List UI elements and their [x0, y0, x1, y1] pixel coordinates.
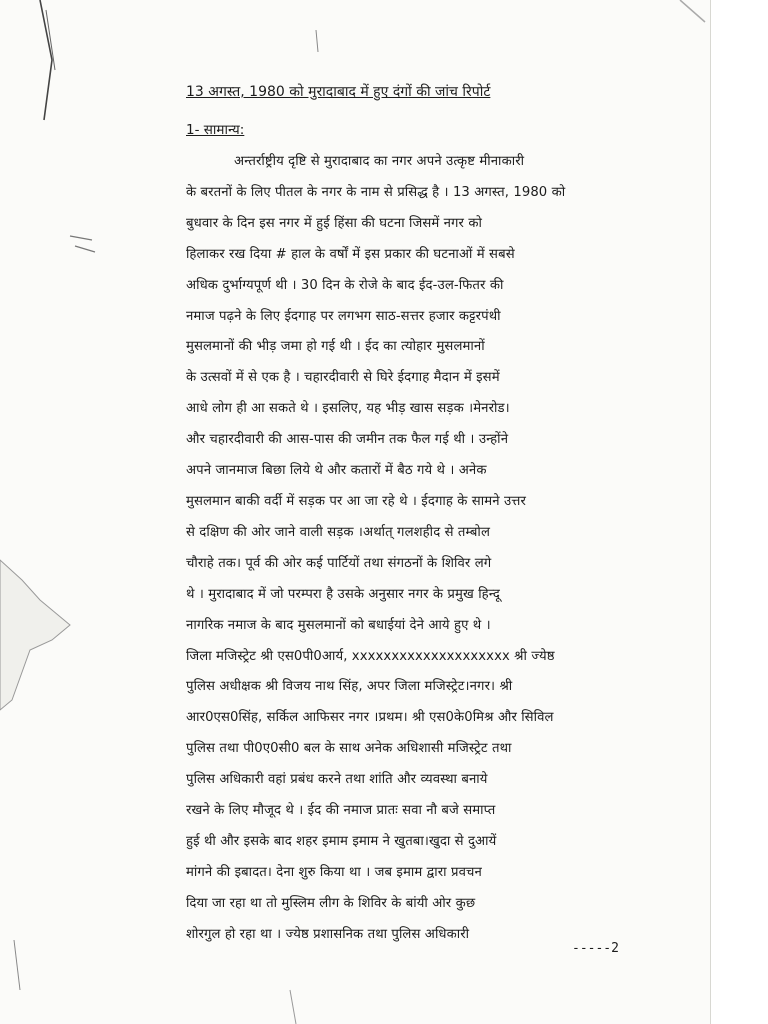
text-line: मुसलमान बाकी वर्दी में सड़क पर आ जा रहे थे । ईदगाह के सामने उत्तर	[186, 493, 526, 509]
text-line: अधिक दुर्भाग्यपूर्ण थी । 30 दिन के रोजे के बाद ईद-उल-फितर की	[186, 277, 504, 293]
text-line: थे । मुरादाबाद में जो परम्परा है उसके अनुसार नगर के प्रमुख हिन्दू	[186, 586, 500, 602]
text-line: दिया जा रहा था तो मुस्लिम लीग के शिविर के बांयी ओर कुछ	[186, 895, 476, 911]
text-line: अन्तर्राष्ट्रीय दृष्टि से मुरादाबाद का नगर अपने उत्कृष्ट मीनाकारी	[234, 154, 525, 169]
text-line: अपने जानमाज बिछा लिये थे और कतारों में बैठ गये थे । अनेक	[186, 463, 487, 479]
text-line: हुई थी और इसके बाद शहर इमाम इमाम ने खुतबा।खुदा से दुआयें	[186, 833, 497, 849]
text-line: रखने के लिए मौजूद थे । ईद की नमाज प्रातः सवा नौ बजे समाप्त	[186, 803, 496, 819]
text-line: जिला मजिस्ट्रेट श्री एस0पी0आर्य, xxxxxxxxxxxxxxxxxxxx श्री ज्येष्ठ	[186, 648, 555, 664]
scan-margin	[710, 0, 768, 1024]
text-line: बुधवार के दिन इस नगर में हुई हिंसा की घटना जिसमें नगर को	[186, 215, 482, 231]
text-line: से दक्षिण की ओर जाने वाली सड़क ।अर्थात् गलशहीद से तम्बोल	[186, 524, 490, 540]
section-heading: 1- सामान्य:	[186, 122, 245, 138]
text-line: पुलिस तथा पी0ए0सी0 बल के साथ अनेक अधिशासी मजिस्ट्रेट तथा	[186, 741, 512, 757]
text-line: पुलिस अधिकारी वहां प्रबंध करने तथा शांति और व्यवस्था बनाये	[186, 772, 488, 788]
text-line: मांगने की इबादत। देना शुरु किया था । जब इमाम द्वारा प्रवचन	[186, 864, 482, 880]
text-line: हिलाकर रख दिया # हाल के वर्षों में इस प्रकार की घटनाओं में सबसे	[186, 246, 515, 262]
text-line: मुसलमानों की भीड़ जमा हो गई थी । ईद का त्योहार मुसलमानों	[186, 339, 485, 355]
page-number: -----2	[572, 941, 619, 956]
text-line: और चहारदीवारी की आस-पास की जमीन तक फैल गई थी । उन्होंने	[186, 432, 509, 448]
text-line: चौराहे तक। पूर्व की ओर कई पार्टियों तथा संगठनों के शिविर लगे	[186, 555, 492, 571]
text-line: आर0एस0सिंह, सर्किल आफिसर नगर ।प्रथम। श्री एस0के0मिश्र और सिविल	[186, 710, 554, 726]
report-body	[186, 147, 708, 951]
text-line: के बरतनों के लिए पीतल के नगर के नाम से प्रसिद्ध है । 13 अगस्त, 1980 को	[186, 184, 566, 200]
text-line: शोरगुल हो रहा था । ज्येष्ठ प्रशासनिक तथा पुलिस अधिकारी	[186, 926, 470, 942]
report-document	[186, 82, 708, 951]
text-line: नमाज पढ़ने के लिए ईदगाह पर लगभग साठ-सत्तर हजार कट्टरपंथी	[186, 308, 501, 324]
text-line: पुलिस अधीक्षक श्री विजय नाथ सिंह, अपर जिला मजिस्ट्रेट।नगर। श्री	[186, 679, 513, 695]
text-line: आधे लोग ही आ सकते थे । इसलिए, यह भीड़ खास सड़क ।मेनरोड।	[186, 401, 510, 417]
text-line: के उत्सवों में से एक है । चहारदीवारी से घिरे ईदगाह मैदान में इसमें	[186, 370, 500, 386]
text-line: नागरिक नमाज के बाद मुसलमानों को बधाईयां देने आये हुए थे ।	[186, 617, 491, 633]
report-title: 13 अगस्त, 1980 को मुरादाबाद में हुए दंगों की जांच रिपोर्ट	[186, 84, 491, 100]
